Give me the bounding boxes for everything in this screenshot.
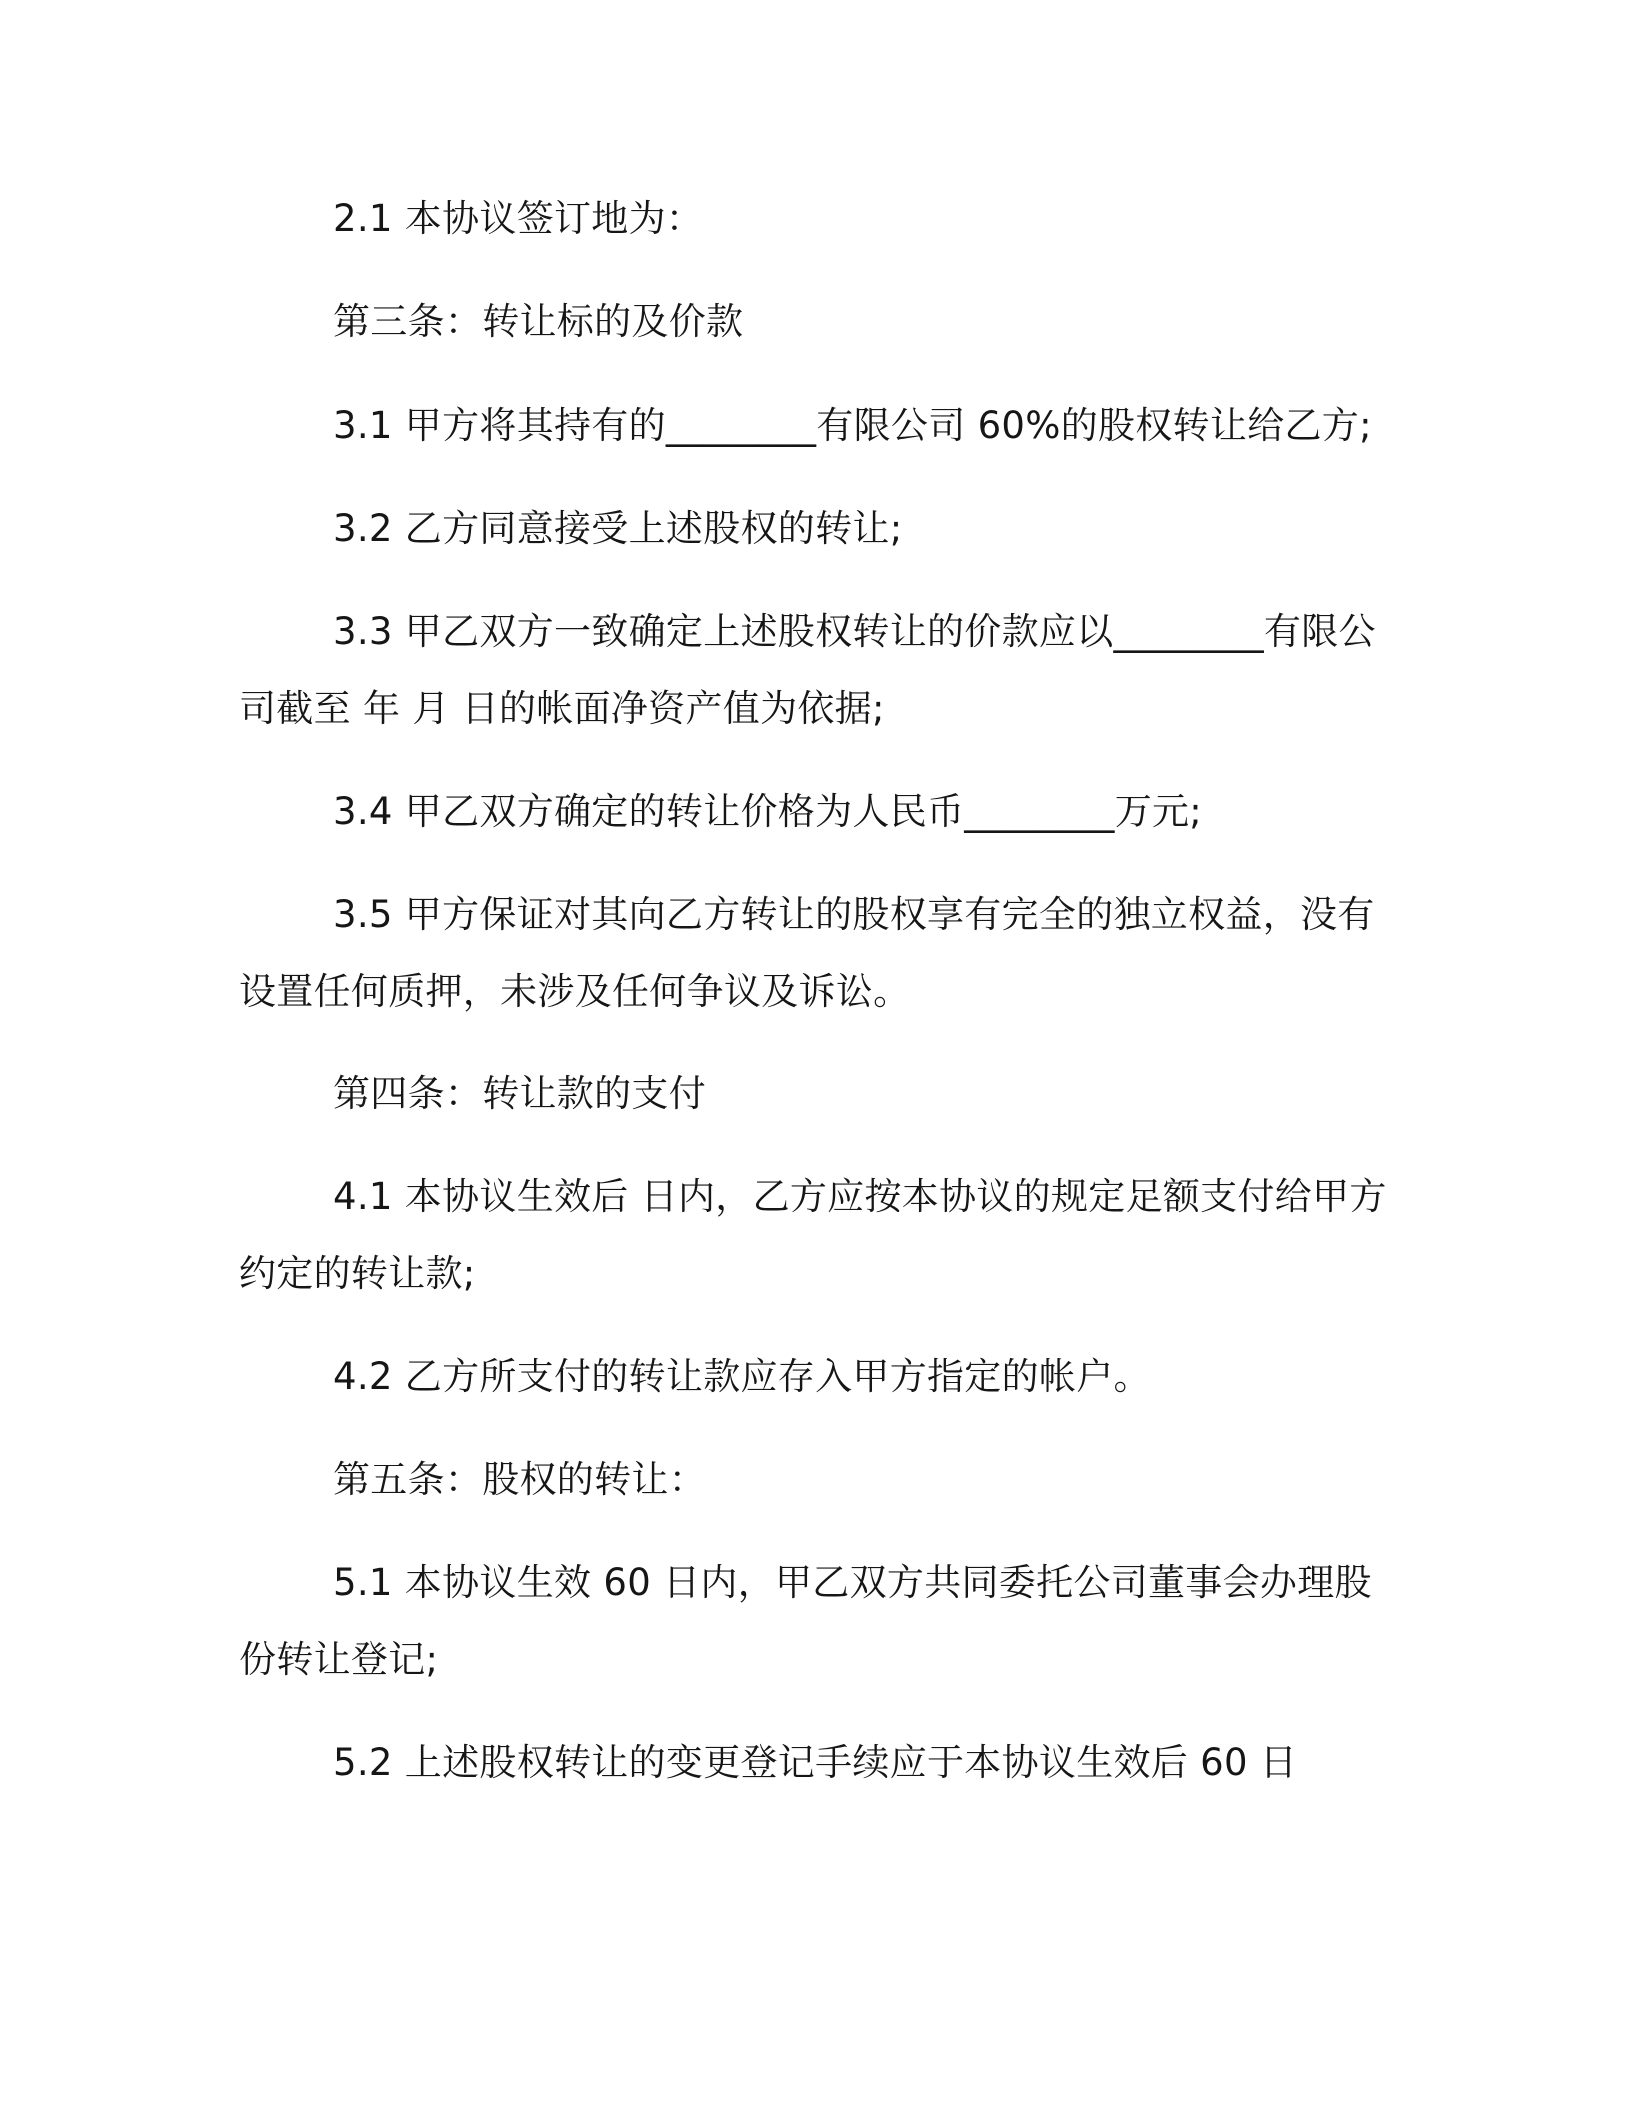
- clause-text-line: 设置任何质押，未涉及任何争议及诉讼。: [239, 970, 911, 1013]
- clause-3-3: [239, 593, 1385, 747]
- clause-text-line: 4.2 乙方所支付的转让款应存入甲方指定的帐户。: [333, 1355, 1151, 1398]
- clause-text-line: 3.1 甲方将其持有的________有限公司 60%的股权转让给乙方;: [333, 404, 1372, 447]
- clause-3-4: [239, 773, 1385, 850]
- article-3-heading: [239, 283, 1385, 360]
- clause-text-line: 3.5 甲方保证对其向乙方转让的股权享有完全的独立权益，没有: [333, 893, 1375, 936]
- clause-3-1: [239, 387, 1385, 464]
- clause-text-line: 份转让登记;: [239, 1638, 439, 1681]
- clause-text-line: 司截至 年 月 日的帐面净资产值为依据;: [239, 687, 885, 730]
- clause-4-2: [239, 1338, 1385, 1415]
- clause-text-line: 5.1 本协议生效 60 日内，甲乙双方共同委托公司董事会办理股: [333, 1561, 1372, 1604]
- clause-5-2: [239, 1724, 1385, 1801]
- article-heading-text: 第三条：转让标的及价款: [333, 300, 744, 343]
- clause-text-line: 4.1 本协议生效后 日内，乙方应按本协议的规定足额支付给甲方: [333, 1175, 1387, 1218]
- article-5-heading: [239, 1441, 1385, 1518]
- clause-4-1: [239, 1158, 1385, 1312]
- clause-text-line: 约定的转让款;: [239, 1252, 476, 1295]
- article-4-heading: [239, 1055, 1385, 1132]
- clause-5-1: [239, 1544, 1385, 1698]
- clause-3-5: [239, 876, 1385, 1030]
- clause-3-2: [239, 490, 1385, 567]
- clause-text-line: 2.1 本协议签订地为：: [333, 197, 704, 240]
- clause-text-line: 3.3 甲乙双方一致确定上述股权转让的价款应以________有限公: [333, 610, 1376, 653]
- clause-2-1: [239, 180, 1385, 257]
- clause-text-line: 3.4 甲乙双方确定的转让价格为人民币________万元;: [333, 790, 1203, 833]
- article-heading-text: 第四条：转让款的支付: [333, 1072, 706, 1115]
- clause-text-line: 3.2 乙方同意接受上述股权的转让;: [333, 507, 903, 550]
- clause-text-line: 5.2 上述股权转让的变更登记手续应于本协议生效后 60 日: [333, 1741, 1298, 1784]
- article-heading-text: 第五条：股权的转让：: [333, 1458, 706, 1501]
